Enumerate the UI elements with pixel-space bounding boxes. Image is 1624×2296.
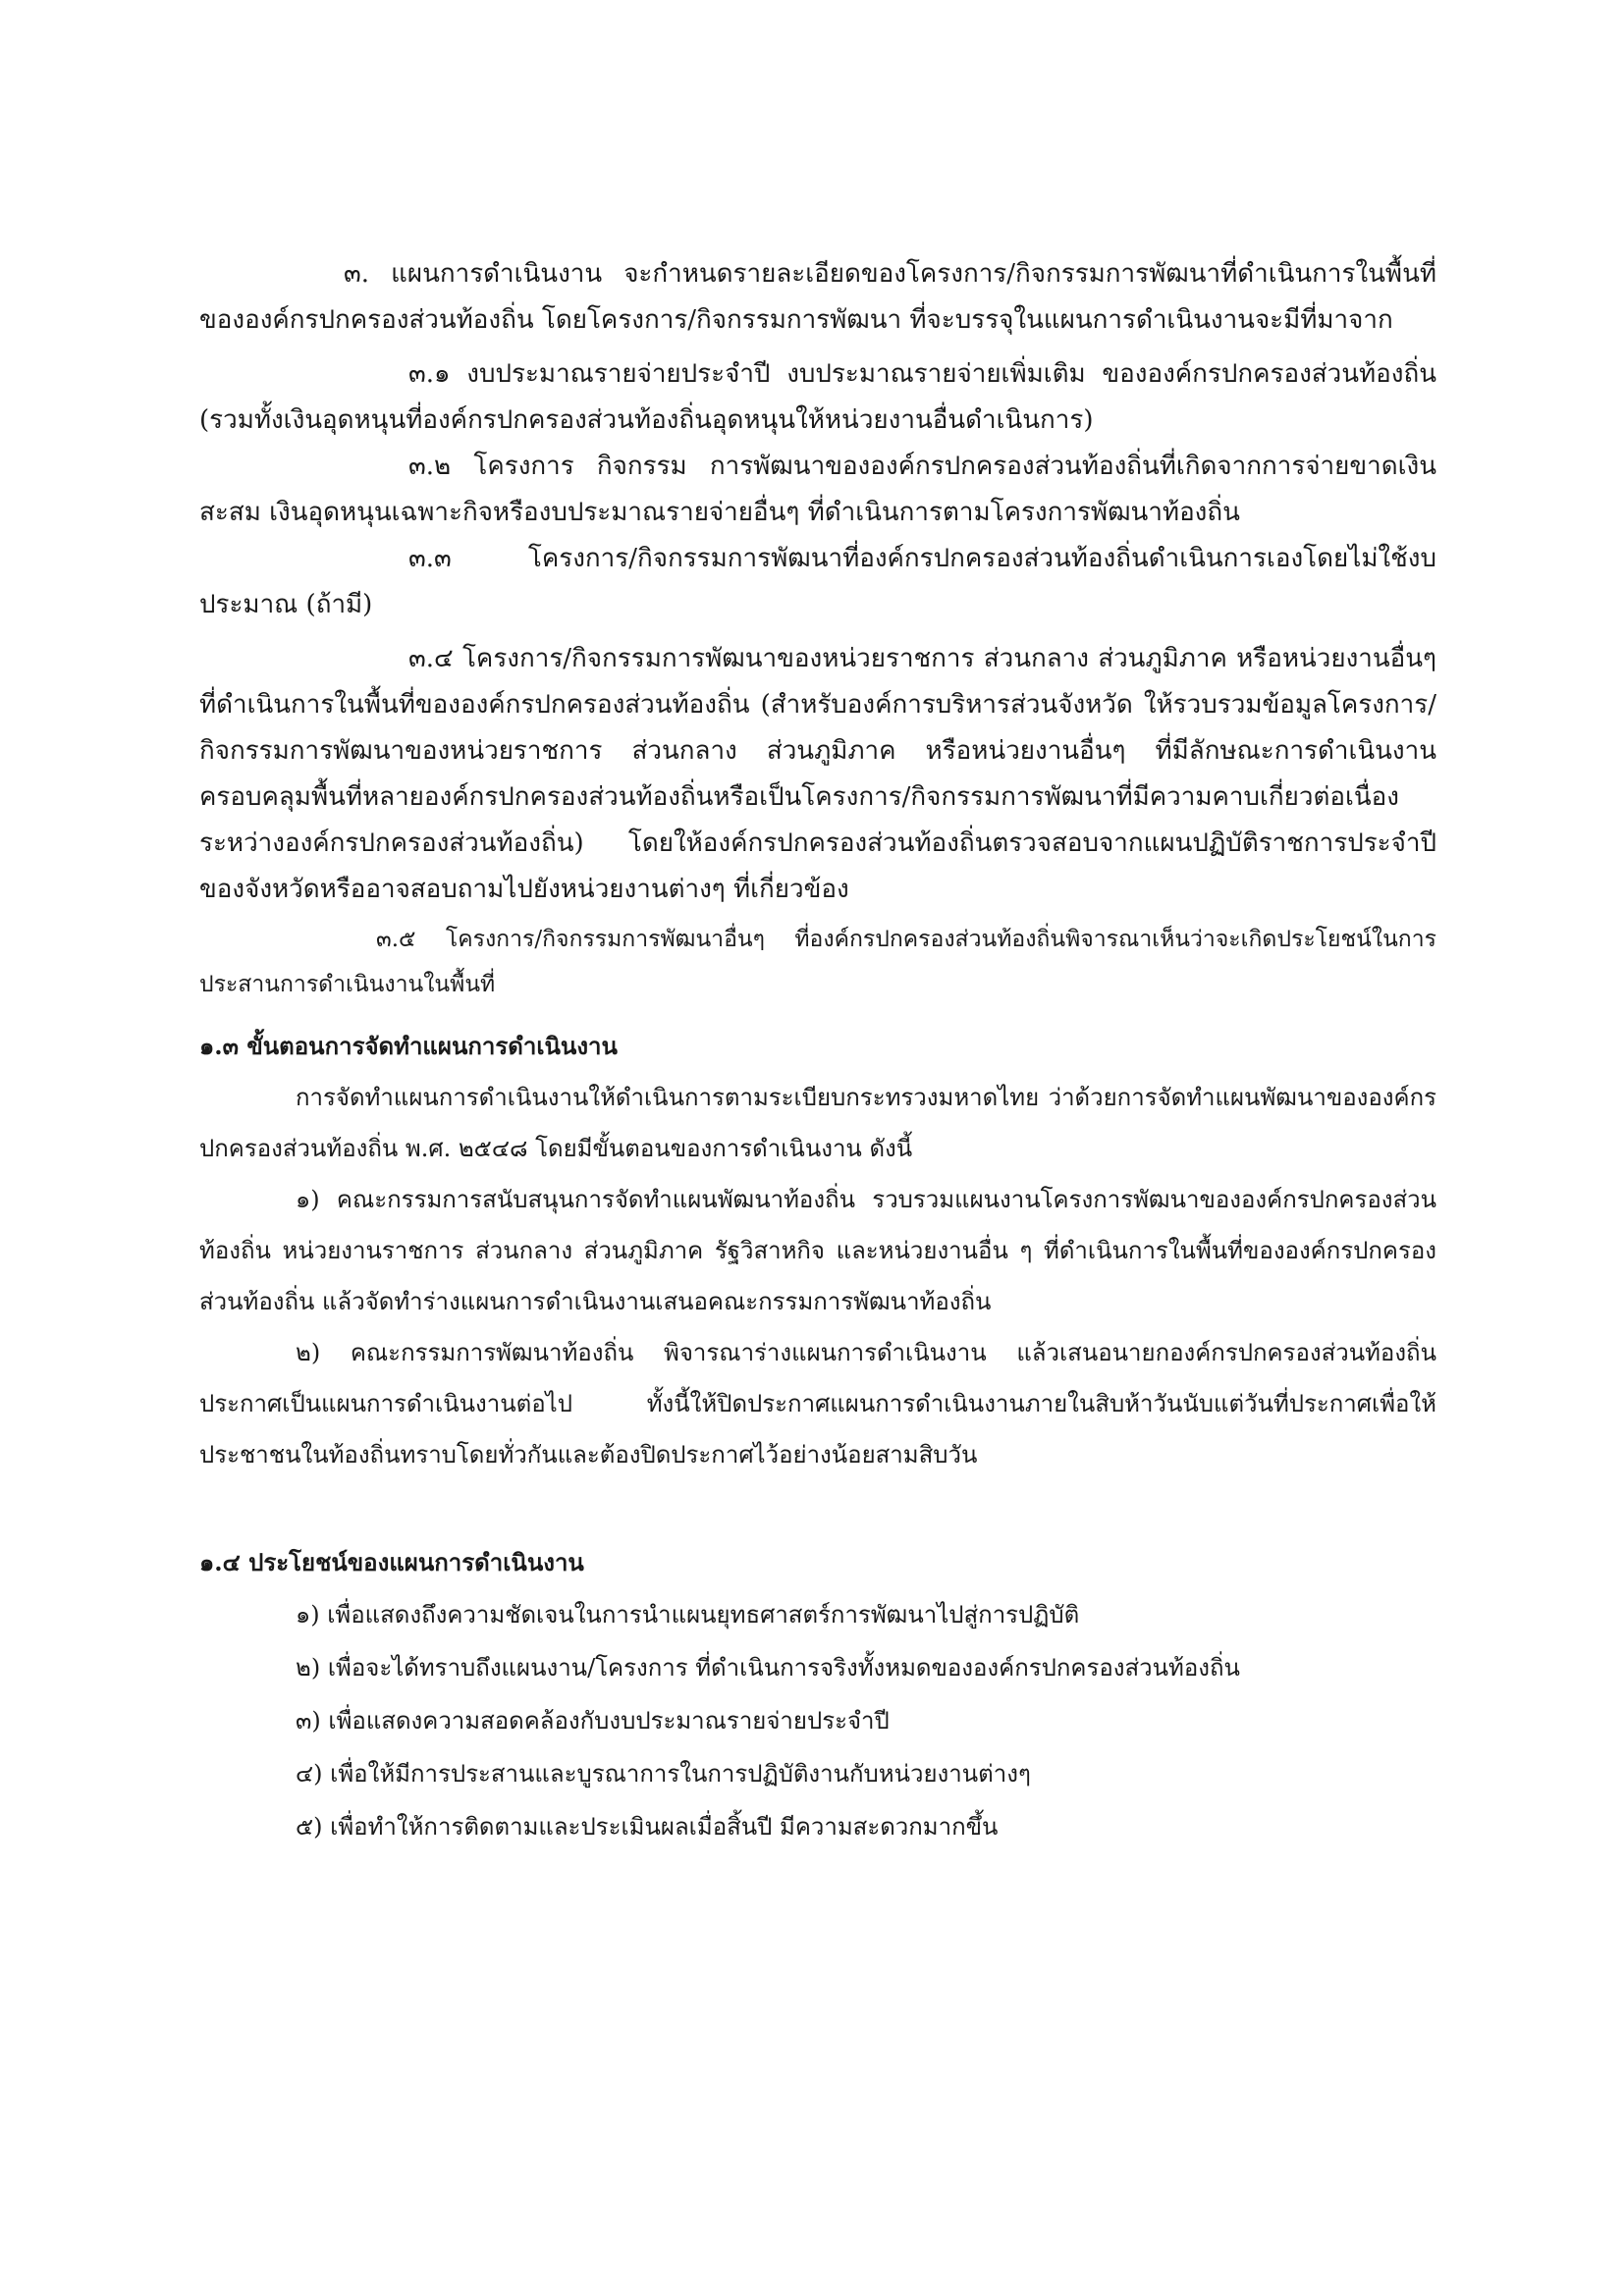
- list-item: ๒) เพื่อจะได้ทราบถึงแผนงาน/โครงการ ที่ดำเนินการจริงทั้งหมดขององค์กรปกครองส่วนท้องถิ่น: [296, 1654, 1240, 1682]
- section-1-3-intro: การจัดทำแผนการดำเนินงานให้ดำเนินการตามระเบียบกระทรวงมหาดไทย ว่าด้วยการจัดทำแผนพัฒนาขององค์กรปกครองส่วนท้องถิ่น พ.ศ. ๒๕๔๘ โดยมีขั้นตอนของการดำเนินงาน ดังนี้: [199, 1084, 1436, 1162]
- section-1-3-step-2: ๒) คณะกรรมการพัฒนาท้องถิ่น พิจารณาร่างแผนการดำเนินงาน แล้วเสนอนายกองค์กรปกครองส่วนท้องถิ่นประกาศเป็นแผนการดำเนินงานต่อไป ทั้งนี้ให้ปิดประกาศแผนการดำเนินงานภายในสิบห้าวันนับแต่วันที่ประกาศเพื่อให้ประชาชนในท้องถิ่นทราบโดยทั่วกันและต้องปิดประกาศไว้อย่างน้อยสามสิบวัน: [199, 1339, 1436, 1468]
- item-3-4: ๓.๔ โครงการ/กิจกรรมการพัฒนาของหน่วยราชการ ส่วนกลาง ส่วนภูมิภาค หรือหน่วยงานอื่นๆ ที่ดำเนินการในพื้นที่ขององค์กรปกครองส่วนท้องถิ่น (สำหรับองค์การบริหารส่วนจังหวัด ให้รวบรวมข้อมูลโครงการ/กิจกรรมการพัฒนาของหน่วยราชการ ส่วนกลาง ส่วนภูมิภาค หรือหน่วยงานอื่นๆ ที่มีลักษณะการดำเนินงานครอบคลุมพื้นที่หลายองค์กรปกครองส่วนท้องถิ่นหรือเป็นโครงการ/กิจกรรมการพัฒนาที่มีความคาบเกี่ยวต่อเนื่องระหว่างองค์กรปกครองส่วนท้องถิ่น) โดยให้องค์กรปกครองส่วนท้องถิ่นตรวจสอบจากแผนปฏิบัติราชการประจำปีของจังหวัดหรืออาจสอบถามไปยังหน่วยงานต่างๆ ที่เกี่ยวข้อง: [199, 644, 1436, 904]
- list-item: ๑) เพื่อแสดงถึงความชัดเจนในการนำแผนยุทธศาสตร์การพัฒนาไปสู่การปฏิบัติ: [296, 1601, 1080, 1629]
- item-3-1: ๓.๑ งบประมาณรายจ่ายประจำปี งบประมาณรายจ่ายเพิ่มเติม ขององค์กรปกครองส่วนท้องถิ่น (รวมทั้งเงินอุดหนุนที่องค์กรปกครองส่วนท้องถิ่นอุดหนุนให้หน่วยงานอื่นดำเนินการ): [199, 359, 1436, 435]
- item-3-3: ๓.๓ โครงการ/กิจกรรมการพัฒนาที่องค์กรปกครองส่วนท้องถิ่นดำเนินการเองโดยไม่ใช้งบประมาณ (ถ้ามี): [199, 544, 1436, 619]
- benefits-list: [199, 1588, 1436, 1853]
- document-body: [199, 251, 1436, 1853]
- list-item: ๓) เพื่อแสดงความสอดคล้องกับงบประมาณรายจ่ายประจำปี: [296, 1707, 890, 1735]
- item-3-5: ๓.๕ โครงการ/กิจกรรมการพัฒนาอื่นๆ ที่องค์กรปกครองส่วนท้องถิ่นพิจารณาเห็นว่าจะเกิดประโยชน์ในการประสานการดำเนินงานในพื้นที่: [199, 927, 1436, 997]
- item-3-2: ๓.๒ โครงการ กิจกรรม การพัฒนาขององค์กรปกครองส่วนท้องถิ่นที่เกิดจากการจ่ายขาดเงินสะสม เงินอุดหนุนเฉพาะกิจหรืองบประมาณรายจ่ายอื่นๆ ที่ดำเนินการตามโครงการพัฒนาท้องถิ่น: [199, 452, 1436, 527]
- section-1-3-heading: ๑.๓ ขั้นตอนการจัดทำแผนการดำเนินงาน: [199, 1032, 618, 1060]
- list-item: ๔) เพื่อให้มีการประสานและบูรณาการในการปฏิบัติงานกับหน่วยงานต่างๆ: [296, 1760, 1031, 1788]
- section-3-intro: ๓. แผนการดำเนินงาน จะกำหนดรายละเอียดของโครงการ/กิจกรรมการพัฒนาที่ดำเนินการในพื้นที่ขององค์กรปกครองส่วนท้องถิ่น โดยโครงการ/กิจกรรมการพัฒนา ที่จะบรรจุในแผนการดำเนินงานจะมีที่มาจาก: [199, 259, 1436, 335]
- section-1-3-step-1: ๑) คณะกรรมการสนับสนุนการจัดทำแผนพัฒนาท้องถิ่น รวบรวมแผนงานโครงการพัฒนาขององค์กรปกครองส่วนท้องถิ่น หน่วยงานราชการ ส่วนกลาง ส่วนภูมิภาค รัฐวิสาหกิจ และหน่วยงานอื่น ๆ ที่ดำเนินการในพื้นที่ขององค์กรปกครองส่วนท้องถิ่น แล้วจัดทำร่างแผนการดำเนินงานเสนอคณะกรรมการพัฒนาท้องถิ่น: [199, 1186, 1436, 1315]
- section-1-4-heading: ๑.๔ ประโยชน์ของแผนการดำเนินงาน: [199, 1548, 584, 1576]
- list-item: ๕) เพื่อทำให้การติดตามและประเมินผลเมื่อสิ้นปี มีความสะดวกมากขึ้น: [296, 1813, 999, 1841]
